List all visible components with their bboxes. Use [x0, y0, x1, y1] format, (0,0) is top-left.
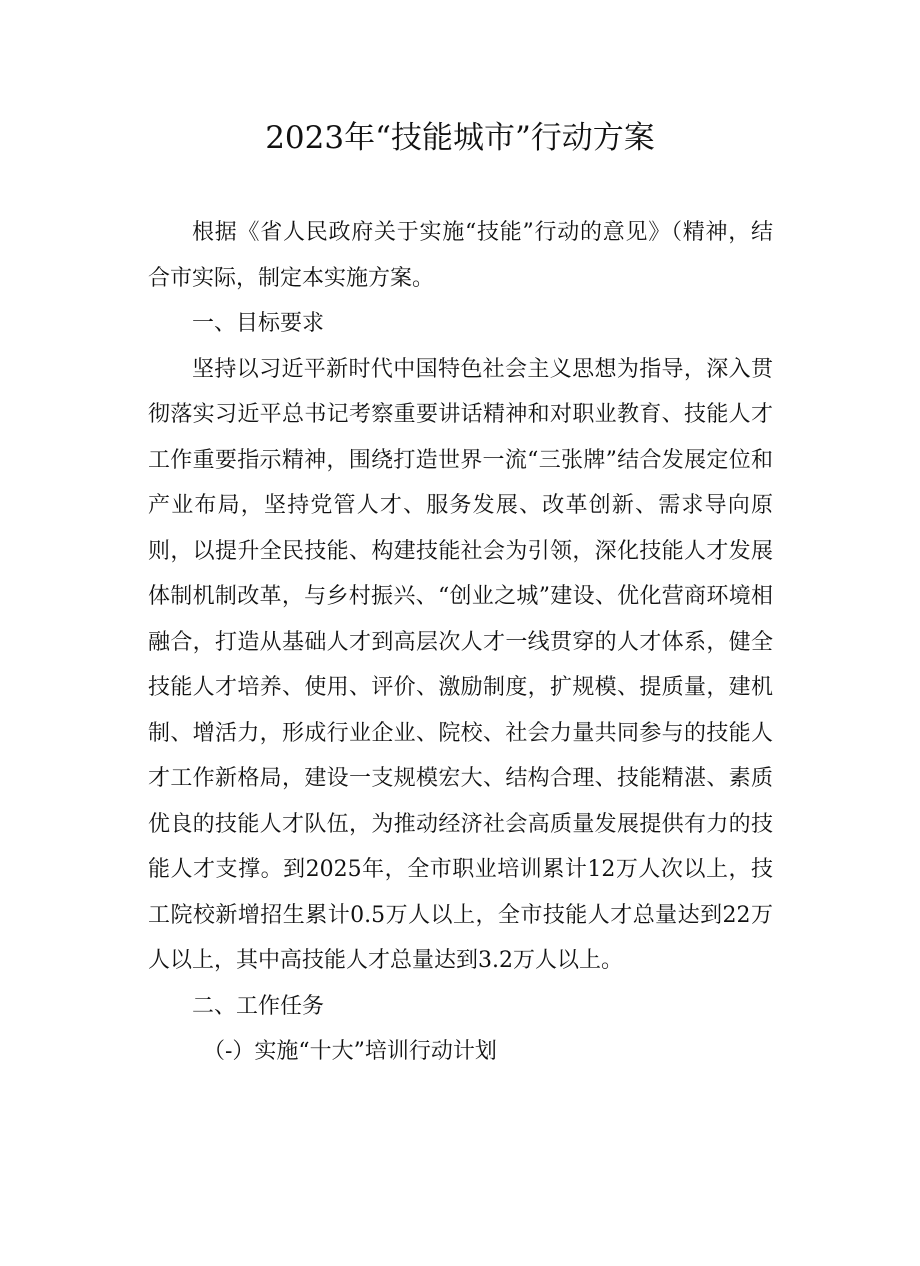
section-heading-goals: 一、目标要求 [192, 311, 325, 336]
document-title: 2023年“技能城市”行动方案 [265, 120, 655, 156]
intro-paragraph: 根据《省人民政府关于实施“技能”行动的意见》（精神，结合市实际，制定本实施方案。 [148, 220, 773, 291]
goals-paragraph: 坚持以习近平新时代中国特色社会主义思想为指导，深入贯彻落实习近平总书记考察重要讲话精神和对职业教育、技能人才工作重要指示精神，围绕打造世界一流“三张牌”结合发展定位和产业布局，坚持党管人才、服务发展、改革创新、需求导向原则，以提升全民技能、构建技能社会为引领，深化技能人才发展体制机制改革，与乡村振兴、“创业之城”建设、优化营商环境相融合，打造从基础人才到高层次人才一线贯穿的人才体系，健全技能人才培养、使用、评价、激励制度，扩规模、提质量，建机制、增活力，形成行业企业、院校、社会力量共同参与的技能人才工作新格局，建设一支规模宏大、结构合理、技能精湛、素质优良的技能人才队伍，为推动经济社会高质量发展提供有力的技能人才支撑。到2025年，全市职业培训累计12万人次以上，技工院校新增招生累计0.5万人以上，全市技能人才总量达到22万人以上，其中高技能人才总量达到3.2万人以上。 [148, 356, 773, 973]
subsection-heading-training: （-）实施“十大”培训行动计划 [203, 1039, 497, 1064]
section-heading-tasks: 二、工作任务 [192, 993, 325, 1019]
document-body [148, 210, 773, 1075]
